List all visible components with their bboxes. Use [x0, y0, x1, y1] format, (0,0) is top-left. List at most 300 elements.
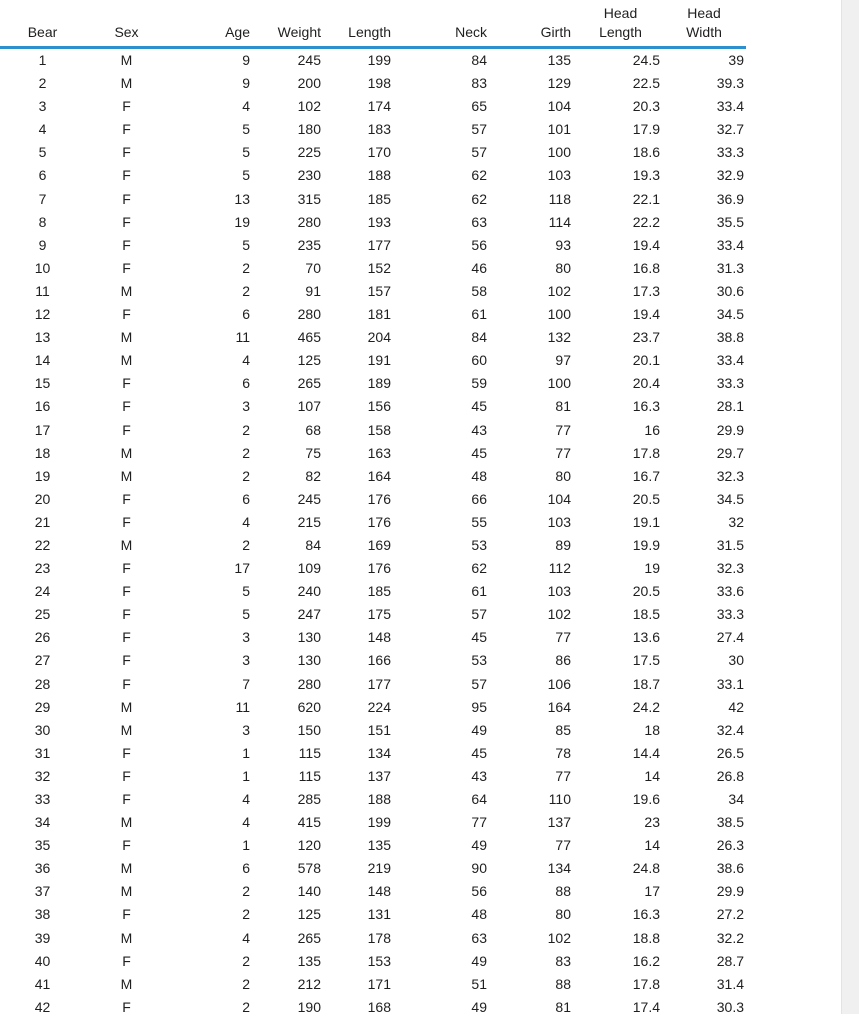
cell-bear: 12 — [34, 306, 51, 323]
cell-head-length: 24.2 — [632, 698, 660, 715]
cell-sex: F — [122, 190, 131, 207]
cell-neck: 65 — [471, 98, 487, 115]
cell-bear: 18 — [34, 444, 51, 461]
cell-age: 3 — [242, 629, 250, 646]
cell-head-width: 34.5 — [716, 490, 744, 507]
cell-bear: 10 — [34, 259, 51, 276]
cell-length: 191 — [367, 352, 391, 369]
cell-weight: 135 — [297, 952, 321, 969]
table-row — [0, 95, 746, 118]
cell-age: 4 — [242, 929, 250, 946]
cell-head-length: 16.2 — [632, 952, 660, 969]
cell-weight: 285 — [297, 791, 321, 807]
cell-age: 2 — [242, 444, 250, 461]
table-row — [0, 811, 746, 834]
cell-bear: 8 — [38, 213, 47, 230]
cell-head-length: 19 — [644, 560, 660, 577]
cell-head-width: 36.9 — [716, 190, 744, 207]
cell-sex: M — [120, 467, 133, 484]
cell-weight: 115 — [298, 767, 321, 784]
scrollbar-gutter[interactable] — [841, 0, 859, 1014]
cell-weight: 235 — [297, 236, 321, 253]
cell-weight: 84 — [305, 536, 321, 553]
table-row — [0, 395, 746, 418]
table-row — [0, 211, 746, 234]
cell-weight: 180 — [297, 121, 321, 138]
cell-sex: M — [120, 352, 133, 369]
cell-weight: 280 — [297, 675, 321, 692]
cell-age: 3 — [242, 652, 250, 669]
cell-age: 6 — [242, 306, 250, 323]
header-age: Age — [168, 0, 257, 48]
cell-age: 19 — [234, 213, 250, 230]
cell-neck: 62 — [471, 560, 487, 577]
cell-head-length: 22.5 — [632, 75, 660, 92]
table-row — [0, 188, 746, 211]
cell-age: 7 — [242, 675, 250, 692]
cell-weight: 115 — [298, 744, 321, 761]
cell-age: 2 — [242, 998, 250, 1015]
cell-head-length: 20.5 — [632, 583, 660, 600]
cell-girth: 77 — [555, 767, 571, 784]
cell-girth: 97 — [555, 352, 571, 369]
cell-girth: 112 — [548, 560, 571, 577]
cell-bear: 13 — [34, 329, 51, 346]
table-row — [0, 788, 746, 811]
cell-neck: 63 — [471, 929, 487, 946]
cell-sex: M — [120, 721, 133, 738]
cell-neck: 58 — [471, 282, 487, 299]
cell-girth: 102 — [547, 929, 571, 946]
cell-head-width: 29.7 — [716, 444, 744, 461]
cell-neck: 45 — [471, 629, 487, 646]
cell-sex: F — [122, 121, 131, 138]
cell-weight: 125 — [297, 906, 321, 923]
cell-sex: M — [120, 282, 133, 299]
cell-bear: 27 — [34, 652, 51, 669]
cell-age: 2 — [242, 536, 250, 553]
cell-length: 185 — [367, 583, 391, 600]
cell-weight: 107 — [297, 398, 321, 415]
cell-bear: 26 — [34, 629, 51, 646]
cell-head-width: 32.3 — [716, 467, 744, 484]
cell-sex: F — [122, 583, 131, 600]
cell-length: 185 — [367, 190, 391, 207]
table-row — [0, 742, 746, 765]
cell-girth: 102 — [547, 606, 571, 623]
cell-length: 169 — [367, 536, 391, 553]
cell-age: 4 — [242, 98, 250, 115]
cell-age: 1 — [242, 837, 250, 854]
cell-length: 193 — [367, 213, 391, 230]
cell-head-length: 18.5 — [632, 606, 660, 623]
cell-head-width: 39.3 — [716, 75, 744, 92]
cell-weight: 82 — [305, 467, 321, 484]
cell-length: 156 — [367, 398, 391, 415]
cell-age: 4 — [242, 352, 250, 369]
cell-neck: 49 — [471, 952, 487, 969]
cell-bear: 4 — [38, 121, 47, 138]
table-row — [0, 534, 746, 557]
cell-weight: 230 — [297, 167, 321, 184]
table-row — [0, 303, 746, 326]
cell-neck: 95 — [471, 698, 487, 715]
cell-girth: 102 — [547, 282, 571, 299]
table-row — [0, 927, 746, 950]
table-row — [0, 234, 746, 257]
cell-neck: 59 — [471, 375, 487, 392]
cell-head-length: 20.1 — [632, 352, 660, 369]
cell-sex: F — [122, 306, 131, 323]
cell-bear: 34 — [34, 814, 51, 831]
cell-sex: M — [120, 929, 133, 946]
cell-bear: 31 — [34, 744, 51, 761]
cell-bear: 32 — [34, 767, 51, 784]
cell-head-width: 34 — [728, 791, 744, 807]
cell-girth: 77 — [555, 421, 571, 438]
cell-head-width: 33.4 — [716, 352, 744, 369]
cell-head-length: 23.7 — [632, 329, 660, 346]
cell-bear: 22 — [34, 536, 51, 553]
cell-girth: 88 — [555, 883, 571, 900]
cell-head-width: 31.4 — [716, 975, 744, 992]
cell-age: 2 — [242, 259, 250, 276]
cell-neck: 49 — [471, 721, 487, 738]
cell-neck: 43 — [471, 421, 487, 438]
cell-length: 152 — [367, 259, 391, 276]
header-head-width-line1: Head — [687, 5, 721, 21]
cell-girth: 83 — [555, 952, 571, 969]
cell-head-length: 23 — [644, 814, 660, 831]
cell-girth: 100 — [547, 375, 571, 392]
cell-neck: 45 — [471, 444, 487, 461]
cell-head-length: 16.3 — [632, 906, 660, 923]
cell-sex: F — [122, 791, 131, 807]
cell-head-length: 17.8 — [632, 975, 660, 992]
cell-head-width: 38.5 — [716, 814, 744, 831]
cell-length: 151 — [367, 721, 391, 738]
cell-bear: 33 — [34, 791, 51, 807]
cell-head-length: 22.2 — [632, 213, 660, 230]
cell-bear: 23 — [34, 560, 51, 577]
cell-sex: F — [122, 952, 131, 969]
cell-bear: 16 — [34, 398, 51, 415]
cell-weight: 225 — [297, 144, 321, 161]
cell-head-width: 26.8 — [716, 767, 744, 784]
cell-neck: 48 — [471, 906, 487, 923]
cell-weight: 68 — [305, 421, 321, 438]
cell-age: 2 — [242, 467, 250, 484]
header-girth: Girth — [495, 0, 579, 48]
cell-girth: 114 — [548, 213, 571, 230]
table-row — [0, 626, 746, 649]
cell-bear: 11 — [35, 282, 50, 299]
cell-weight: 247 — [297, 606, 321, 623]
table-row — [0, 465, 746, 488]
cell-length: 188 — [367, 791, 391, 807]
cell-length: 166 — [367, 652, 391, 669]
cell-head-length: 19.4 — [632, 306, 660, 323]
cell-neck: 55 — [471, 513, 487, 530]
cell-length: 177 — [367, 236, 391, 253]
table-row — [0, 903, 746, 926]
cell-girth: 135 — [547, 52, 571, 68]
table-row — [0, 765, 746, 788]
cell-girth: 103 — [547, 583, 571, 600]
cell-sex: M — [120, 814, 133, 831]
cell-neck: 45 — [471, 744, 487, 761]
cell-weight: 280 — [297, 213, 321, 230]
cell-head-width: 30 — [728, 652, 744, 669]
cell-head-length: 18.7 — [632, 675, 660, 692]
table-row — [0, 996, 746, 1019]
cell-weight: 280 — [297, 306, 321, 323]
cell-length: 153 — [367, 952, 391, 969]
cell-length: 148 — [367, 629, 391, 646]
cell-girth: 100 — [547, 144, 571, 161]
cell-weight: 75 — [305, 444, 321, 461]
cell-bear: 14 — [34, 352, 51, 369]
cell-girth: 103 — [547, 167, 571, 184]
table-row — [0, 603, 746, 626]
cell-neck: 62 — [471, 167, 487, 184]
cell-weight: 245 — [297, 490, 321, 507]
cell-bear: 38 — [34, 906, 51, 923]
cell-girth: 93 — [555, 236, 571, 253]
cell-head-length: 17.8 — [632, 444, 660, 461]
cell-neck: 45 — [471, 398, 487, 415]
cell-head-width: 27.4 — [716, 629, 744, 646]
cell-sex: F — [122, 513, 131, 530]
cell-girth: 89 — [555, 536, 571, 553]
cell-neck: 84 — [471, 52, 487, 68]
cell-head-width: 33.3 — [716, 144, 744, 161]
cell-head-length: 17 — [644, 883, 660, 900]
cell-head-length: 17.9 — [632, 121, 660, 138]
cell-bear: 2 — [38, 75, 47, 92]
cell-age: 9 — [242, 75, 250, 92]
cell-sex: F — [122, 998, 131, 1015]
cell-neck: 57 — [471, 606, 487, 623]
cell-head-width: 33.4 — [716, 98, 744, 115]
cell-weight: 120 — [297, 837, 321, 854]
cell-weight: 265 — [297, 375, 321, 392]
table-body — [0, 48, 746, 1019]
cell-weight: 130 — [297, 652, 321, 669]
cell-weight: 130 — [297, 629, 321, 646]
cell-length: 175 — [367, 606, 391, 623]
cell-girth: 80 — [555, 906, 571, 923]
cell-head-width: 32.2 — [716, 929, 744, 946]
table-row — [0, 48, 746, 73]
cell-length: 198 — [367, 75, 391, 92]
cell-neck: 57 — [471, 121, 487, 138]
cell-head-width: 27.2 — [716, 906, 744, 923]
cell-bear: 1 — [38, 52, 47, 68]
cell-bear: 24 — [34, 583, 51, 600]
cell-length: 188 — [367, 167, 391, 184]
cell-sex: M — [120, 536, 133, 553]
cell-girth: 77 — [555, 444, 571, 461]
cell-sex: F — [122, 213, 131, 230]
cell-head-width: 32 — [728, 513, 744, 530]
cell-girth: 104 — [547, 490, 571, 507]
cell-neck: 57 — [471, 144, 487, 161]
cell-girth: 118 — [548, 190, 571, 207]
cell-sex: F — [122, 606, 131, 623]
cell-weight: 125 — [297, 352, 321, 369]
cell-age: 5 — [242, 236, 250, 253]
cell-age: 6 — [242, 490, 250, 507]
table-row — [0, 349, 746, 372]
cell-neck: 51 — [471, 975, 487, 992]
table-row — [0, 372, 746, 395]
cell-head-width: 38.8 — [716, 329, 744, 346]
cell-age: 2 — [242, 282, 250, 299]
cell-sex: M — [120, 75, 133, 92]
cell-head-length: 13.6 — [632, 629, 660, 646]
cell-bear: 7 — [38, 190, 47, 207]
header-row — [0, 0, 746, 48]
cell-neck: 66 — [471, 490, 487, 507]
cell-neck: 90 — [471, 860, 487, 877]
cell-weight: 245 — [297, 52, 321, 68]
cell-sex: F — [122, 560, 131, 577]
cell-sex: F — [122, 837, 131, 854]
cell-girth: 134 — [547, 860, 571, 877]
cell-head-length: 22.1 — [632, 190, 660, 207]
cell-girth: 106 — [547, 675, 571, 692]
cell-length: 168 — [367, 998, 391, 1015]
cell-length: 177 — [367, 675, 391, 692]
cell-sex: F — [122, 629, 131, 646]
cell-head-length: 17.4 — [632, 998, 660, 1015]
cell-head-width: 33.1 — [716, 675, 744, 692]
cell-girth: 104 — [547, 98, 571, 115]
cell-neck: 56 — [471, 236, 487, 253]
cell-sex: F — [122, 375, 131, 392]
cell-bear: 19 — [34, 467, 51, 484]
cell-head-width: 31.3 — [716, 259, 744, 276]
cell-weight: 265 — [297, 929, 321, 946]
cell-neck: 77 — [471, 814, 487, 831]
cell-neck: 83 — [471, 75, 487, 92]
table-row — [0, 141, 746, 164]
cell-head-width: 29.9 — [716, 883, 744, 900]
cell-head-length: 20.4 — [632, 375, 660, 392]
cell-weight: 102 — [297, 98, 321, 115]
cell-bear: 29 — [34, 698, 51, 715]
cell-length: 178 — [367, 929, 391, 946]
cell-weight: 200 — [297, 75, 321, 92]
cell-length: 199 — [367, 814, 391, 831]
header-sex: Sex — [85, 0, 168, 48]
cell-head-length: 19.9 — [632, 536, 660, 553]
cell-head-width: 33.3 — [716, 375, 744, 392]
cell-weight: 212 — [297, 975, 321, 992]
cell-sex: F — [122, 98, 131, 115]
cell-sex: F — [122, 398, 131, 415]
cell-bear: 30 — [34, 721, 51, 738]
cell-head-length: 14 — [644, 767, 660, 784]
table-row — [0, 719, 746, 742]
header-head-width — [662, 0, 746, 48]
cell-weight: 465 — [297, 329, 321, 346]
header-head-length-line1: Head — [603, 5, 638, 21]
cell-age: 6 — [242, 375, 250, 392]
cell-head-width: 34.5 — [716, 306, 744, 323]
cell-head-length: 16.8 — [632, 259, 660, 276]
cell-girth: 78 — [555, 744, 571, 761]
cell-length: 163 — [367, 444, 391, 461]
cell-sex: M — [120, 444, 133, 461]
cell-head-width: 31.5 — [716, 536, 744, 553]
table-row — [0, 950, 746, 973]
table-row — [0, 649, 746, 672]
cell-girth: 85 — [555, 721, 571, 738]
table-row — [0, 257, 746, 280]
cell-age: 5 — [242, 583, 250, 600]
header-head-length — [579, 0, 662, 48]
table-row — [0, 557, 746, 580]
cell-neck: 57 — [471, 675, 487, 692]
cell-age: 4 — [242, 814, 250, 831]
cell-weight: 315 — [297, 190, 321, 207]
cell-head-width: 32.9 — [716, 167, 744, 184]
cell-length: 174 — [367, 98, 391, 115]
cell-neck: 49 — [471, 998, 487, 1015]
table-row — [0, 164, 746, 187]
cell-head-length: 20.5 — [632, 490, 660, 507]
cell-head-width: 32.7 — [716, 121, 744, 138]
cell-girth: 77 — [555, 629, 571, 646]
cell-bear: 39 — [34, 929, 51, 946]
table-row — [0, 442, 746, 465]
cell-age: 1 — [242, 744, 250, 761]
cell-neck: 61 — [471, 583, 487, 600]
cell-sex: M — [120, 329, 133, 346]
cell-sex: M — [120, 698, 133, 715]
header-bear: Bear — [0, 0, 85, 48]
cell-length: 135 — [367, 837, 391, 854]
cell-sex: F — [122, 490, 131, 507]
cell-age: 17 — [234, 560, 250, 577]
cell-weight: 91 — [305, 282, 321, 299]
cell-length: 158 — [367, 421, 391, 438]
cell-bear: 42 — [34, 998, 51, 1015]
cell-head-width: 33.6 — [716, 583, 744, 600]
cell-sex: F — [122, 259, 131, 276]
cell-length: 157 — [367, 282, 391, 299]
cell-sex: M — [120, 883, 133, 900]
cell-neck: 43 — [471, 767, 487, 784]
cell-sex: F — [122, 744, 131, 761]
cell-weight: 578 — [297, 860, 321, 877]
header-head-length-line2: Length — [599, 24, 642, 40]
cell-girth: 81 — [555, 998, 571, 1015]
cell-head-length: 19.1 — [632, 513, 660, 530]
table-row — [0, 696, 746, 719]
cell-age: 11 — [235, 698, 250, 715]
cell-head-length: 14.4 — [632, 744, 660, 761]
cell-girth: 129 — [547, 75, 571, 92]
cell-head-width: 32.3 — [716, 560, 744, 577]
cell-length: 176 — [367, 560, 391, 577]
cell-head-length: 18.8 — [632, 929, 660, 946]
cell-age: 1 — [242, 767, 250, 784]
table-row — [0, 880, 746, 903]
cell-bear: 21 — [34, 513, 51, 530]
